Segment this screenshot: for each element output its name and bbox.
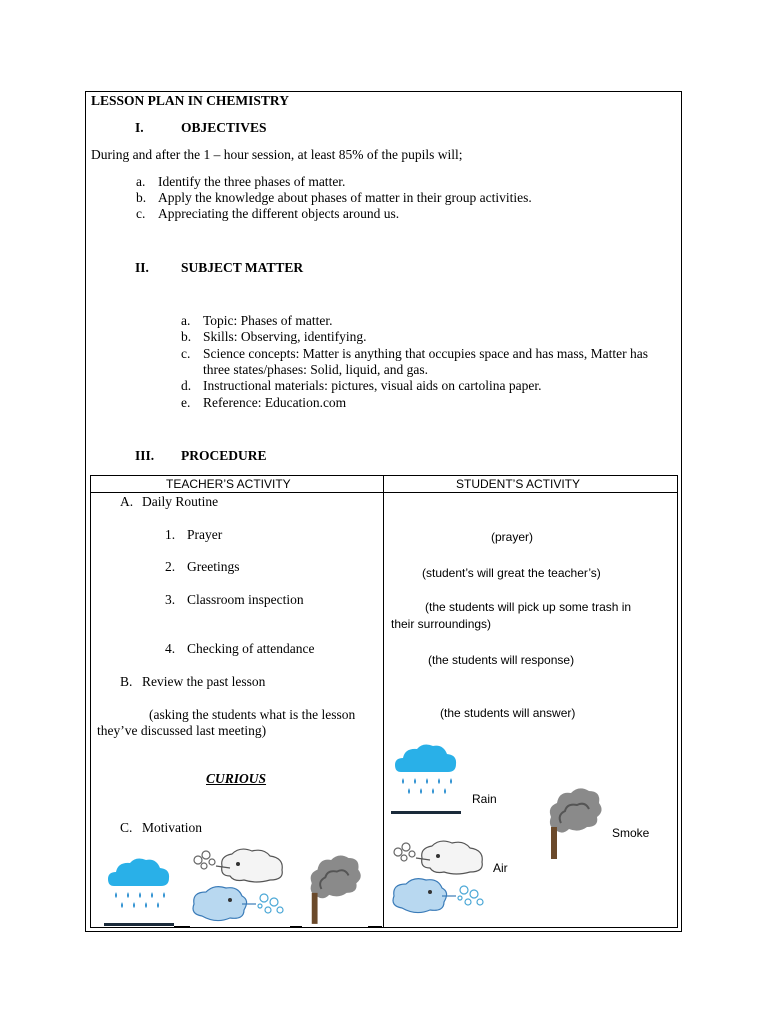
routine-item: Classroom inspection	[187, 592, 304, 607]
rain-cloud-icon	[104, 856, 174, 928]
review-note-line1: (asking the students what is the lesson	[149, 707, 356, 722]
objective-letter: c.	[136, 206, 146, 221]
step-letter: B.	[120, 674, 133, 689]
routine-num: 3.	[165, 592, 176, 607]
subject-matter-heading: SUBJECT MATTER	[181, 260, 304, 275]
student-trash-line1: (the students will pick up some trash in	[425, 600, 632, 614]
student-prayer: (prayer)	[491, 530, 534, 544]
objectives-heading: OBJECTIVES	[181, 120, 267, 135]
rain-label: Rain	[472, 792, 497, 806]
routine-num: 2.	[165, 559, 176, 574]
step-letter: A.	[120, 494, 134, 509]
subject-item: Skills: Observing, identifying.	[203, 329, 367, 344]
routine-item: Checking of attendance	[187, 641, 315, 656]
objective-item: Appreciating the different objects around us.	[158, 206, 400, 221]
subject-letter: e.	[181, 395, 191, 410]
wind-cloud-gray-icon	[190, 846, 290, 886]
daily-routine-label: Daily Routine	[142, 494, 219, 509]
routine-num: 4.	[165, 641, 176, 656]
wind-cloud-blue-icon	[190, 884, 290, 926]
review-note-line2: they’ve discussed last meeting)	[97, 723, 267, 738]
smoke-icon	[543, 783, 607, 863]
smoke-icon	[304, 850, 366, 928]
air-label: Air	[493, 861, 508, 875]
step-letter: C.	[120, 820, 133, 835]
objectives-numeral: I.	[135, 120, 144, 135]
student-answer: (the students will answer)	[440, 706, 576, 720]
routine-item: Prayer	[187, 527, 223, 542]
subject-item-continued: three states/phases: Solid, liquid, and gas.	[203, 362, 428, 377]
routine-item: Greetings	[187, 559, 240, 574]
review-label: Review the past lesson	[142, 674, 266, 689]
objective-letter: b.	[136, 190, 147, 205]
underline-fragment	[290, 926, 302, 927]
routine-num: 1.	[165, 527, 176, 542]
smoke-label: Smoke	[612, 826, 650, 840]
objectives-intro: During and after the 1 – hour session, at least 85% of the pupils will;	[91, 147, 463, 162]
subject-letter: b.	[181, 329, 192, 344]
subject-matter-numeral: II.	[135, 260, 149, 275]
table-column-divider	[383, 475, 384, 928]
wind-cloud-gray-icon	[390, 838, 490, 878]
subject-letter: d.	[181, 378, 192, 393]
document-title: LESSON PLAN IN CHEMISTRY	[91, 93, 289, 108]
subject-letter: a.	[181, 313, 191, 328]
subject-item: Reference: Education.com	[203, 395, 347, 410]
student-activity-header: STUDENT’S ACTIVITY	[456, 477, 581, 491]
objective-letter: a.	[136, 174, 146, 189]
subject-letter: c.	[181, 346, 191, 361]
rain-cloud-icon	[391, 742, 461, 816]
student-trash-line2: their surroundings)	[391, 617, 492, 631]
student-response: (the students will response)	[428, 653, 575, 667]
underline-fragment	[368, 926, 382, 927]
underline-fragment	[174, 926, 190, 927]
motivation-label: Motivation	[142, 820, 202, 835]
objective-item: Identify the three phases of matter.	[158, 174, 346, 189]
procedure-heading: PROCEDURE	[181, 448, 267, 463]
table-header-divider	[90, 492, 678, 493]
procedure-numeral: III.	[135, 448, 155, 463]
subject-item: Science concepts: Matter is anything that occupies space and has mass, Matter has	[203, 346, 648, 361]
student-greet: (student’s will great the teacher’s)	[422, 566, 601, 580]
wind-cloud-blue-icon	[390, 876, 490, 918]
curious-label: CURIOUS	[206, 771, 267, 786]
teacher-activity-header: TEACHER’S ACTIVITY	[166, 477, 291, 491]
subject-item: Instructional materials: pictures, visual aids on cartolina paper.	[203, 378, 542, 393]
subject-item: Topic: Phases of matter.	[203, 313, 333, 328]
objective-item: Apply the knowledge about phases of matter in their group activities.	[158, 190, 532, 205]
